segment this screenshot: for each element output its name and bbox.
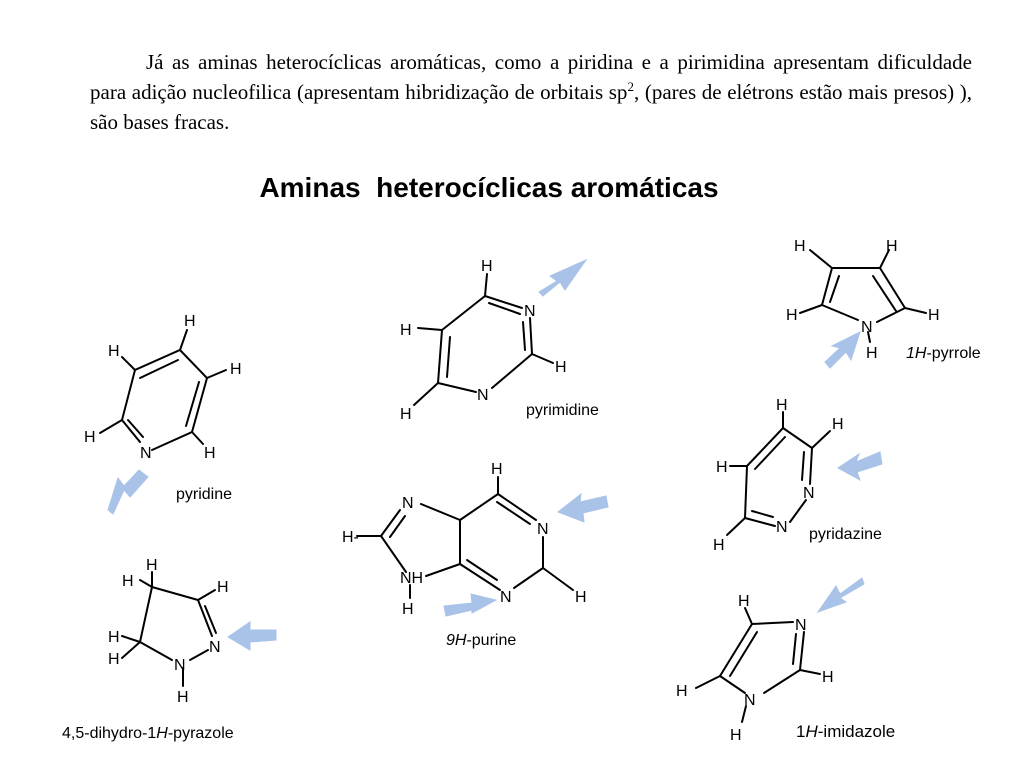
paragraph-text-end: , (pares de elétrons estão mais presos) ), são bases fracas. — [90, 80, 972, 134]
pyrrole-arrow — [825, 332, 860, 368]
pyrazoline-structure — [122, 572, 216, 686]
pyrimidine-atom: H — [555, 359, 567, 376]
pyridazine-atom: N — [803, 485, 815, 502]
pyrazoline-atom: H — [108, 629, 120, 646]
pyrazoline-atom: H — [217, 579, 229, 596]
pyrrole-label — [906, 345, 981, 362]
purine-atom: H — [575, 589, 587, 606]
pyrrole-atom: H — [928, 307, 940, 324]
pyrimidine-structure — [414, 274, 553, 405]
pyrazoline-label-italic: H — [156, 725, 168, 742]
pyrazoline-atom: H — [146, 557, 158, 574]
pyridine-atom: H — [204, 445, 216, 462]
purine-label-rest: -purine — [466, 632, 517, 649]
imidazole-atom: H — [730, 727, 742, 744]
pyridine-atom: N — [140, 445, 152, 462]
pyrrole-atom: H — [786, 307, 798, 324]
pyrazoline-atom: H — [177, 689, 189, 706]
pyrimidine-arrow — [539, 260, 586, 296]
pyridine-atom: H — [84, 429, 96, 446]
imidazole-atom: H — [822, 669, 834, 686]
pyridazine-atom: H — [713, 537, 725, 554]
pyrimidine-atom: N — [477, 387, 489, 404]
purine-atom: N — [402, 495, 414, 512]
pyridine-atom: H — [230, 361, 242, 378]
imidazole-atom: H — [676, 683, 688, 700]
imidazole-atom: H — [738, 593, 750, 610]
pyridazine-label: pyridazine — [809, 526, 882, 543]
pyrrole-atom: H — [794, 238, 806, 255]
pyrrole-label-italic: 1H — [906, 345, 927, 362]
pyrimidine-atom: H — [400, 322, 412, 339]
pyrrole-atom: H — [886, 238, 898, 255]
pyrazoline-atom: H — [108, 651, 120, 668]
pyrazoline-atom: N — [209, 639, 221, 656]
slide-heading: Aminas heterocíclicas aromáticas — [259, 172, 719, 203]
pyrrole-atom: N — [861, 319, 873, 336]
purine-atom: N — [500, 589, 512, 606]
pyrimidine-atom: H — [481, 258, 493, 275]
imidazole-label-prefix: 1 — [796, 722, 806, 741]
purine-atom: H — [491, 461, 503, 478]
pyridazine-atom: H — [716, 459, 728, 476]
pyridazine-atom: H — [832, 416, 844, 433]
imidazole-label-rest: -imidazole — [817, 722, 896, 741]
paragraph-text: Já as aminas heterocíclicas aromáticas, como a piridina e a pirimidina apresentam dificuldade para adição nucleofilica (apresentam hibridização de orbitais sp — [90, 50, 972, 104]
purine-atom: H — [402, 601, 414, 618]
pyridine-atom: H — [184, 313, 196, 330]
pyrimidine-atom: H — [400, 406, 412, 423]
pyrimidine-label: pyrimidine — [526, 402, 599, 419]
purine-label-italic: 9H — [446, 632, 467, 649]
purine-atom: H- — [342, 529, 359, 546]
pyridine-label: pyridine — [176, 486, 233, 503]
pyrazoline-atom: N — [174, 657, 186, 674]
imidazole-label-italic: H — [805, 722, 818, 741]
pyridazine-arrow — [838, 452, 882, 480]
pyrimidine-atom: N — [524, 303, 536, 320]
pyrazoline-atom: H — [122, 573, 134, 590]
purine-arrow-right — [558, 494, 608, 522]
pyrrole-label-rest: -pyrrole — [926, 345, 981, 362]
pyridazine-atom: H — [776, 397, 788, 414]
purine-atom: NH — [400, 570, 424, 587]
pyridine-arrow — [108, 470, 148, 514]
superscript-2: 2 — [627, 79, 634, 94]
imidazole-arrow — [818, 578, 864, 612]
imidazole-atom: N — [744, 692, 756, 709]
purine-label — [446, 632, 516, 649]
purine-arrow-left — [444, 594, 496, 616]
purine-atom: N — [537, 521, 549, 538]
pyridine-atom: H — [108, 343, 120, 360]
pyrazoline-label — [62, 725, 234, 742]
pyrrole-atom: H — [866, 345, 878, 362]
imidazole-atom: N — [795, 617, 807, 634]
pyridazine-structure — [727, 412, 830, 535]
pyridazine-atom: N — [776, 519, 788, 536]
imidazole-label — [796, 722, 895, 741]
pyrazoline-label-rest: -pyrazole — [167, 725, 234, 742]
pyrazoline-label-prefix: 4,5-dihydro-1 — [62, 725, 157, 742]
pyrazoline-arrow — [228, 622, 276, 650]
